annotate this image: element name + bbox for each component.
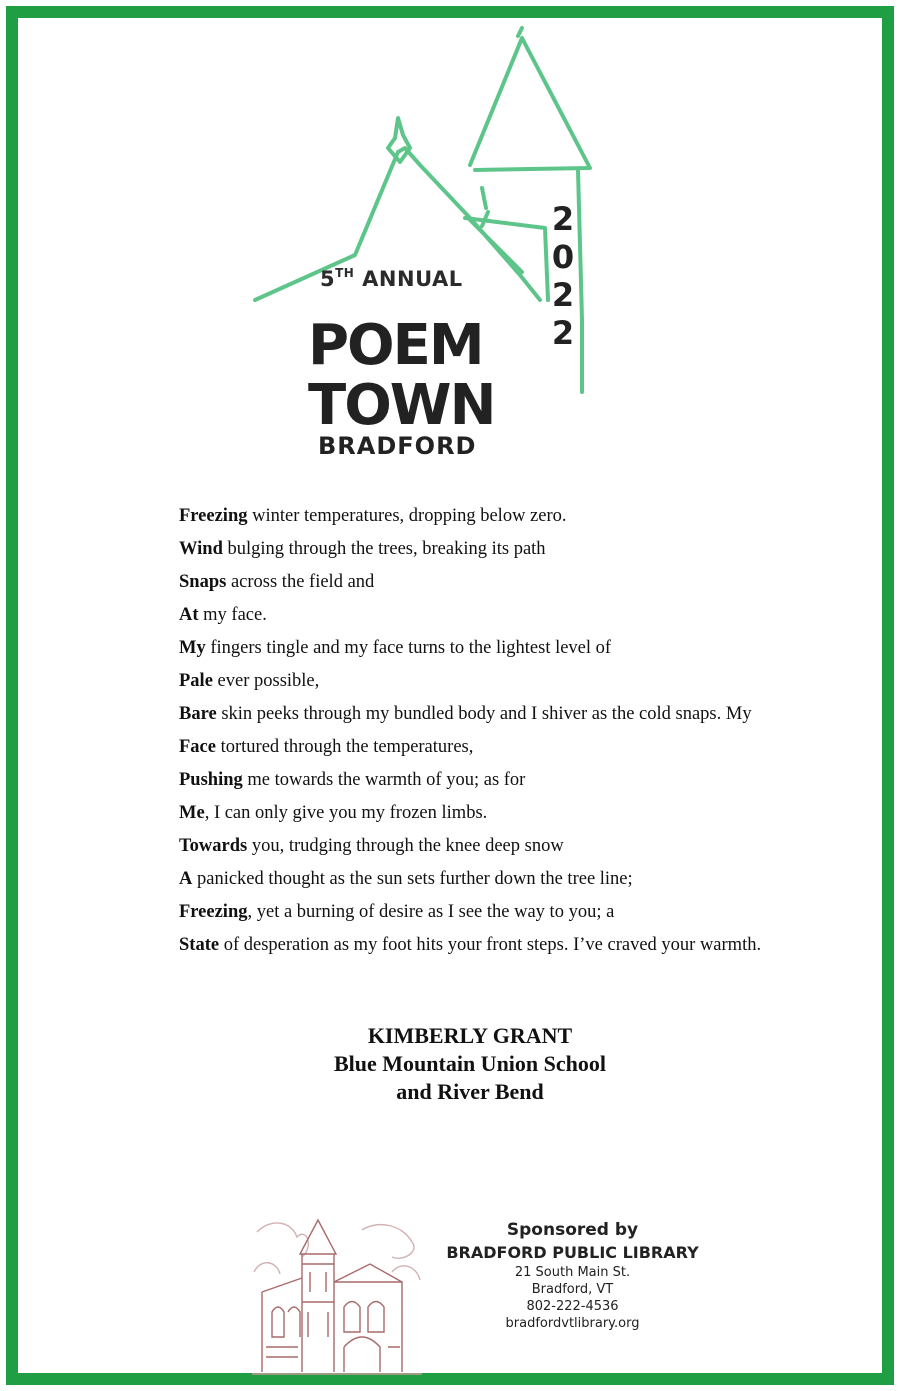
poem-body <box>179 502 839 964</box>
poem-line: Pushing me towards the warmth of you; as for <box>179 770 526 790</box>
poem-line: My fingers tingle and my face turns to the lightest level of <box>179 638 612 658</box>
library-building-sketch <box>252 1212 422 1377</box>
poem-line: Pale ever possible, <box>179 671 320 691</box>
poem-line: Bare skin peeks through my bundled body and I shiver as the cold snaps. My <box>179 704 752 724</box>
poem-line: Me, I can only give you my frozen limbs. <box>179 803 488 823</box>
sponsor-block <box>440 1218 705 1332</box>
poem-line: Towards you, trudging through the knee deep snow <box>179 836 564 856</box>
author-school-2: and River Bend <box>396 1079 544 1104</box>
poem-line: A panicked thought as the sun sets further down the tree line; <box>179 869 633 889</box>
sponsor-website[interactable]: bradfordvtlibrary.org <box>505 1316 640 1331</box>
author-school: Blue Mountain Union School <box>333 1051 606 1076</box>
logo-word-bradford: BRADFORD <box>318 432 477 460</box>
author-block <box>270 1022 670 1106</box>
poem-line: Face tortured through the temperatures, <box>179 737 474 757</box>
year-digit: 2 <box>551 314 575 352</box>
year-digit: 2 <box>551 276 575 314</box>
author-name: KIMBERLY GRANT <box>367 1023 573 1048</box>
poem-line: At my face. <box>179 605 267 625</box>
year-vertical <box>548 200 578 352</box>
poem-line: Freezing, yet a burning of desire as I see the way to you; a <box>179 902 615 922</box>
sponsor-name: BRADFORD PUBLIC LIBRARY <box>446 1243 699 1262</box>
sponsor-phone: 802-222-4536 <box>526 1299 619 1314</box>
poem-line: Snaps across the field and <box>179 572 375 592</box>
logo-word-town: TOWN <box>308 373 495 438</box>
sponsor-city: Bradford, VT <box>531 1282 614 1297</box>
logo-word-poem: POEM <box>308 313 483 378</box>
sponsor-street: 21 South Main St. <box>514 1265 631 1280</box>
edition-label: 5TH ANNUAL <box>320 266 463 291</box>
year-digit: 0 <box>551 238 575 276</box>
year-digit: 2 <box>551 200 575 238</box>
poem-line: State of desperation as my foot hits your front steps. I’ve craved your warmth. <box>179 935 762 955</box>
sponsor-label: Sponsored by <box>506 1220 639 1240</box>
poem-line: Wind bulging through the trees, breaking its path <box>179 539 546 559</box>
poem-town-logo <box>0 0 900 470</box>
poem-line: Freezing winter temperatures, dropping below zero. <box>179 506 567 526</box>
